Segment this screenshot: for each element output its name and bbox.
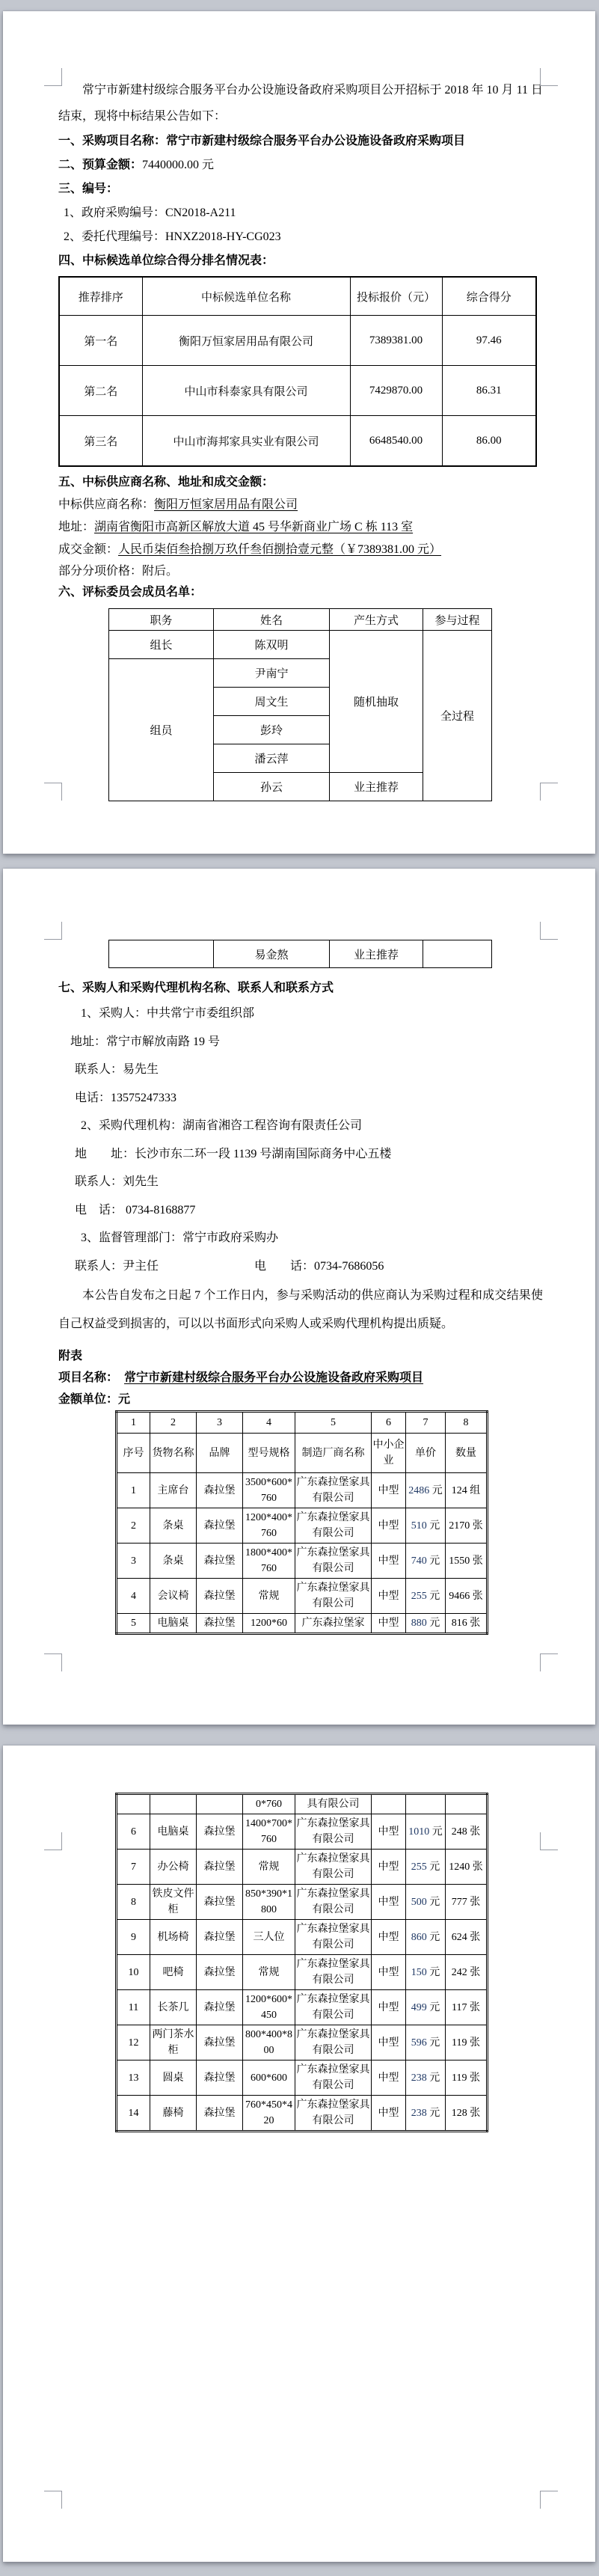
name-cell: 陈双明 — [214, 631, 330, 659]
name-cell: 周文生 — [214, 688, 330, 716]
table-cell: 760*450*420 — [243, 2096, 295, 2132]
items-header-row — [117, 1434, 488, 1473]
table-cell: 中型 — [372, 1614, 406, 1634]
table-cell: 广东森拉堡家具有限公司 — [295, 1814, 372, 1850]
table-cell: 中型 — [372, 1850, 406, 1885]
table-cell: 中型 — [372, 1508, 406, 1544]
table-cell: 7389381.00 — [350, 316, 442, 366]
table-cell: 238 元 — [406, 2096, 446, 2132]
table-cell: 广东森拉堡家具有限公司 — [295, 2025, 372, 2061]
table-cell: 5 — [117, 1614, 150, 1634]
table-cell: 常规 — [243, 1579, 295, 1614]
process-cell — [423, 940, 492, 968]
amount-line: 成交金额：人民币柒佰叁拾捌万玖仟叁佰捌拾壹元整（￥7389381.00 元） — [58, 543, 442, 556]
table-row — [117, 1850, 488, 1885]
table-cell: 150 元 — [406, 1955, 446, 1990]
name-cell: 易金熬 — [214, 940, 330, 968]
table-row — [117, 1885, 488, 1920]
table-cell: 1400*700*760 — [243, 1814, 295, 1850]
ranking-table — [58, 276, 537, 467]
margin-mark — [540, 68, 558, 86]
ranking-header-row — [59, 277, 536, 316]
committee-row — [109, 940, 492, 968]
table-cell: 2 — [117, 1508, 150, 1544]
table-cell: 森拉堡 — [197, 2096, 243, 2132]
table-cell: 圆桌 — [150, 2061, 197, 2096]
col-number-cell: 1 — [117, 1412, 150, 1434]
table-cell: 119 张 — [446, 2025, 488, 2061]
table-cell: 森拉堡 — [197, 2061, 243, 2096]
table-row — [117, 1473, 488, 1508]
table-cell: 850*390*1800 — [243, 1885, 295, 1920]
table-cell: 中型 — [372, 1814, 406, 1850]
table-cell: 1200*60 — [243, 1614, 295, 1634]
table-cell: 499 元 — [406, 1990, 446, 2025]
annex-unit-line: 金额单位：元 — [58, 1393, 131, 1406]
role-cell: 组长 — [109, 631, 214, 659]
table-row — [117, 2061, 488, 2096]
process-cell: 全过程 — [423, 631, 492, 801]
table-cell: 广东森拉堡家具有限公司 — [295, 1990, 372, 2025]
committee-header-cell: 职务 — [109, 609, 214, 631]
table-cell: 中型 — [372, 1990, 406, 2025]
ranking-header-cell: 综合得分 — [442, 277, 536, 316]
objection-notice: 本公告自发布之日起 7 个工作日内，参与采购活动的供应商认为采购过程和成交结果使自己权益受到损害的，可以以书面形式向采购人或采购代理机构提出质疑。 — [58, 1289, 543, 1330]
table-cell: 第二名 — [59, 366, 142, 416]
table-cell: 主席台 — [150, 1473, 197, 1508]
table-cell: 255 元 — [406, 1579, 446, 1614]
committee-header-cell: 参与过程 — [423, 609, 492, 631]
items-header-cell: 品牌 — [197, 1434, 243, 1473]
table-cell: 500 元 — [406, 1885, 446, 1920]
table-cell: 中型 — [372, 2061, 406, 2096]
table-cell: 1550 张 — [446, 1544, 488, 1579]
table-cell: 中型 — [372, 1955, 406, 1990]
partial-price-note: 部分分项价格：附后。 — [58, 565, 179, 578]
margin-mark — [540, 922, 558, 940]
table-cell: 森拉堡 — [197, 1955, 243, 1990]
table-row — [117, 2025, 488, 2061]
items-header-cell: 单价 — [406, 1434, 446, 1473]
table-cell: 816 张 — [446, 1614, 488, 1634]
table-cell: 广东森拉堡家具有限公司 — [295, 2096, 372, 2132]
table-cell: 广东森拉堡家具有限公司 — [295, 1920, 372, 1955]
col-number-cell: 6 — [372, 1412, 406, 1434]
contact-line: 联系人：尹主任 电 话：0734-7686056 — [75, 1259, 384, 1273]
table-cell: 2170 张 — [446, 1508, 488, 1544]
table-cell: 2486 元 — [406, 1473, 446, 1508]
margin-mark — [540, 783, 558, 801]
table-cell: 3500*600*760 — [243, 1473, 295, 1508]
table-cell: 广东森拉堡家具有限公司 — [295, 1885, 372, 1920]
table-cell: 衡阳万恒家居用品有限公司 — [142, 316, 350, 366]
table-row — [59, 366, 536, 416]
table-cell: 中型 — [372, 1920, 406, 1955]
table-cell: 242 张 — [446, 1955, 488, 1990]
table-cell: 1010 元 — [406, 1814, 446, 1850]
table-cell: 14 — [117, 2096, 150, 2132]
table-cell: 7429870.00 — [350, 366, 442, 416]
table-cell: 800*400*800 — [243, 2025, 295, 2061]
margin-mark — [540, 2491, 558, 2509]
table-cell: 森拉堡 — [197, 1544, 243, 1579]
table-cell: 97.46 — [442, 316, 536, 366]
table-cell: 常规 — [243, 1850, 295, 1885]
table-cell — [150, 1794, 197, 1814]
table-cell: 藤椅 — [150, 2096, 197, 2132]
table-cell: 条桌 — [150, 1508, 197, 1544]
committee-row — [109, 631, 492, 659]
table-cell: 吧椅 — [150, 1955, 197, 1990]
table-cell: 森拉堡 — [197, 1850, 243, 1885]
table-cell: 255 元 — [406, 1850, 446, 1885]
committee-table — [108, 608, 492, 801]
committee-header-cell: 产生方式 — [330, 609, 423, 631]
section-2: 二、预算金额：7440000.00 元 — [58, 159, 215, 171]
table-cell — [406, 1794, 446, 1814]
items-header-cell: 型号规格 — [243, 1434, 295, 1473]
table-cell: 3 — [117, 1544, 150, 1579]
table-cell: 740 元 — [406, 1544, 446, 1579]
items-header-cell: 中小企业 — [372, 1434, 406, 1473]
table-cell: 广东森拉堡家 — [295, 1614, 372, 1634]
table-cell: 1200*600*450 — [243, 1990, 295, 2025]
table-cell: 6648540.00 — [350, 416, 442, 467]
section-3-item-2: 2、委托代理编号：HNXZ2018-HY-CG023 — [64, 230, 281, 243]
table-cell: 中型 — [372, 1579, 406, 1614]
table-cell: 510 元 — [406, 1508, 446, 1544]
section-5: 五、中标供应商名称、地址和成交金额： — [58, 476, 274, 489]
contact-line: 联系人：刘先生 — [75, 1175, 159, 1188]
table-cell: 铁皮文件柜 — [150, 1885, 197, 1920]
table-cell: 1 — [117, 1473, 150, 1508]
section-1: 一、采购项目名称：常宁市新建村级综合服务平台办公设施设备政府采购项目 — [58, 135, 466, 147]
annex-label: 附表 — [58, 1350, 83, 1362]
table-cell: 7 — [117, 1850, 150, 1885]
table-cell: 9466 张 — [446, 1579, 488, 1614]
committee-header-row — [109, 609, 492, 631]
table-cell: 机场椅 — [150, 1920, 197, 1955]
items-header-cell: 序号 — [117, 1434, 150, 1473]
role-cell — [109, 940, 214, 968]
page-1 — [3, 11, 595, 854]
table-cell: 中型 — [372, 2025, 406, 2061]
table-cell: 森拉堡 — [197, 1579, 243, 1614]
table-cell: 238 元 — [406, 2061, 446, 2096]
name-cell: 尹南宁 — [214, 659, 330, 688]
table-cell: 6 — [117, 1814, 150, 1850]
col-number-cell: 3 — [197, 1412, 243, 1434]
committee-header-cell: 姓名 — [214, 609, 330, 631]
col-number-cell: 8 — [446, 1412, 488, 1434]
ranking-header-cell: 投标报价（元） — [350, 277, 442, 316]
col-number-cell: 2 — [150, 1412, 197, 1434]
table-cell — [197, 1794, 243, 1814]
table-cell: 13 — [117, 2061, 150, 2096]
table-cell: 128 张 — [446, 2096, 488, 2132]
table-row — [117, 1794, 488, 1814]
table-row — [117, 1920, 488, 1955]
section-4: 四、中标候选单位综合得分排名情况表： — [58, 254, 274, 267]
table-cell: 596 元 — [406, 2025, 446, 2061]
table-cell: 广东森拉堡家具有限公司 — [295, 1579, 372, 1614]
name-cell: 彭玲 — [214, 716, 330, 744]
table-cell: 119 张 — [446, 2061, 488, 2096]
table-cell: 624 张 — [446, 1920, 488, 1955]
table-cell: 中型 — [372, 2096, 406, 2132]
committee-continuation-table — [108, 940, 492, 968]
section-3: 三、编号： — [58, 183, 119, 195]
table-cell: 86.31 — [442, 366, 536, 416]
contact-line: 1、采购人：中共常宁市委组织部 — [81, 1007, 255, 1020]
table-cell: 880 元 — [406, 1614, 446, 1634]
table-cell: 1800*400*760 — [243, 1544, 295, 1579]
table-row — [59, 416, 536, 467]
table-cell: 广东森拉堡家具有限公司 — [295, 1850, 372, 1885]
contact-line: 地 址：长沙市东二环一段 1139 号湖南国际商务中心五楼 — [75, 1147, 392, 1160]
table-cell: 11 — [117, 1990, 150, 2025]
table-row — [117, 1814, 488, 1850]
table-cell: 860 元 — [406, 1920, 446, 1955]
items-column-number-row — [117, 1412, 488, 1434]
items-header-cell: 数量 — [446, 1434, 488, 1473]
contact-line: 地址：常宁市解放南路 19 号 — [70, 1035, 221, 1048]
method-cell: 业主推荐 — [330, 940, 423, 968]
page-3 — [3, 1746, 595, 2562]
margin-mark — [44, 1653, 62, 1671]
contact-line: 2、采购代理机构：湖南省湘咨工程咨询有限责任公司 — [81, 1119, 363, 1132]
method-cell: 随机抽取 — [330, 631, 423, 773]
ranking-header-cell: 推荐排序 — [59, 277, 142, 316]
page-2 — [3, 869, 595, 1725]
table-cell: 森拉堡 — [197, 1920, 243, 1955]
annex-project-line: 项目名称： 常宁市新建村级综合服务平台办公设施设备政府采购项目 — [58, 1371, 424, 1384]
table-cell: 两门茶水柜 — [150, 2025, 197, 2061]
col-number-cell: 5 — [295, 1412, 372, 1434]
contact-line: 3、监督管理部门：常宁市政府采购办 — [81, 1232, 279, 1244]
table-cell: 森拉堡 — [197, 1614, 243, 1634]
margin-mark — [44, 2491, 62, 2509]
margin-mark — [44, 922, 62, 940]
table-cell: 中型 — [372, 1473, 406, 1508]
contact-line: 电 话： 0734-8168877 — [75, 1203, 196, 1217]
table-cell: 长茶几 — [150, 1990, 197, 2025]
table-cell: 4 — [117, 1579, 150, 1614]
table-cell: 广东森拉堡家具有限公司 — [295, 1508, 372, 1544]
section-3-item-1: 1、政府采购编号：CN2018-A211 — [64, 206, 236, 219]
table-cell: 广东森拉堡家具有限公司 — [295, 1473, 372, 1508]
table-cell: 森拉堡 — [197, 1885, 243, 1920]
table-row — [117, 2096, 488, 2132]
table-cell: 0*760 — [243, 1794, 295, 1814]
name-cell: 潘云萍 — [214, 744, 330, 773]
table-cell: 124 组 — [446, 1473, 488, 1508]
items-header-cell: 制造厂商名称 — [295, 1434, 372, 1473]
margin-mark — [540, 1832, 558, 1850]
table-cell: 办公椅 — [150, 1850, 197, 1885]
intro-paragraph: 常宁市新建村级综合服务平台办公设施设备政府采购项目公开招标于 2018 年 10 月 11 日结束，现将中标结果公告如下： — [58, 84, 543, 123]
table-cell: 森拉堡 — [197, 2025, 243, 2061]
table-cell: 12 — [117, 2025, 150, 2061]
table-cell: 9 — [117, 1920, 150, 1955]
contact-line: 电话：13575247333 — [75, 1091, 177, 1104]
table-cell: 10 — [117, 1955, 150, 1990]
items-table-page2 — [115, 1410, 488, 1635]
table-cell: 条桌 — [150, 1544, 197, 1579]
table-cell: 777 张 — [446, 1885, 488, 1920]
table-cell: 8 — [117, 1885, 150, 1920]
col-number-cell: 4 — [243, 1412, 295, 1434]
table-cell: 电脑桌 — [150, 1614, 197, 1634]
table-cell: 1240 张 — [446, 1850, 488, 1885]
items-table-page3 — [115, 1793, 488, 2132]
margin-mark — [44, 1832, 62, 1850]
table-cell: 三人位 — [243, 1920, 295, 1955]
table-cell: 86.00 — [442, 416, 536, 467]
table-cell: 广东森拉堡家具有限公司 — [295, 2061, 372, 2096]
supplier-line: 中标供应商名称：衡阳万恒家居用品有限公司 — [58, 498, 298, 511]
table-cell: 森拉堡 — [197, 1990, 243, 2025]
name-cell: 孙云 — [214, 773, 330, 801]
items-header-cell: 货物名称 — [150, 1434, 197, 1473]
table-cell: 电脑桌 — [150, 1814, 197, 1850]
table-row — [59, 316, 536, 366]
table-cell: 中型 — [372, 1544, 406, 1579]
table-cell: 会议椅 — [150, 1579, 197, 1614]
table-cell — [372, 1794, 406, 1814]
table-cell: 森拉堡 — [197, 1508, 243, 1544]
table-cell — [117, 1794, 150, 1814]
table-cell — [446, 1794, 488, 1814]
section-7: 七、采购人和采购代理机构名称、联系人和联系方式 — [58, 982, 334, 994]
table-cell: 第一名 — [59, 316, 142, 366]
table-cell: 248 张 — [446, 1814, 488, 1850]
table-cell: 具有限公司 — [295, 1794, 372, 1814]
address-line: 地址：湖南省衡阳市高新区解放大道 45 号华新商业广场 C 栋 113 室 — [58, 521, 414, 533]
margin-mark — [44, 783, 62, 801]
table-cell: 中山市科泰家具有限公司 — [142, 366, 350, 416]
table-row — [117, 1614, 488, 1634]
table-cell: 中型 — [372, 1885, 406, 1920]
contact-line: 联系人：易先生 — [75, 1063, 159, 1076]
table-row — [117, 1508, 488, 1544]
col-number-cell: 7 — [406, 1412, 446, 1434]
table-row — [117, 1955, 488, 1990]
table-row — [117, 1544, 488, 1579]
method-cell: 业主推荐 — [330, 773, 423, 801]
table-cell: 中山市海邦家具实业有限公司 — [142, 416, 350, 467]
table-cell: 森拉堡 — [197, 1473, 243, 1508]
table-row — [117, 1990, 488, 2025]
table-cell: 第三名 — [59, 416, 142, 467]
table-cell: 常规 — [243, 1955, 295, 1990]
role-cell: 组员 — [109, 659, 214, 801]
ranking-header-cell: 中标候选单位名称 — [142, 277, 350, 316]
margin-mark — [540, 1653, 558, 1671]
margin-mark — [44, 68, 62, 86]
table-cell: 广东森拉堡家具有限公司 — [295, 1544, 372, 1579]
table-cell: 广东森拉堡家具有限公司 — [295, 1955, 372, 1990]
table-cell: 森拉堡 — [197, 1814, 243, 1850]
table-row — [117, 1579, 488, 1614]
section-6: 六、评标委员会成员名单： — [58, 586, 203, 599]
table-cell: 1200*400*760 — [243, 1508, 295, 1544]
table-cell: 600*600 — [243, 2061, 295, 2096]
table-cell: 117 张 — [446, 1990, 488, 2025]
